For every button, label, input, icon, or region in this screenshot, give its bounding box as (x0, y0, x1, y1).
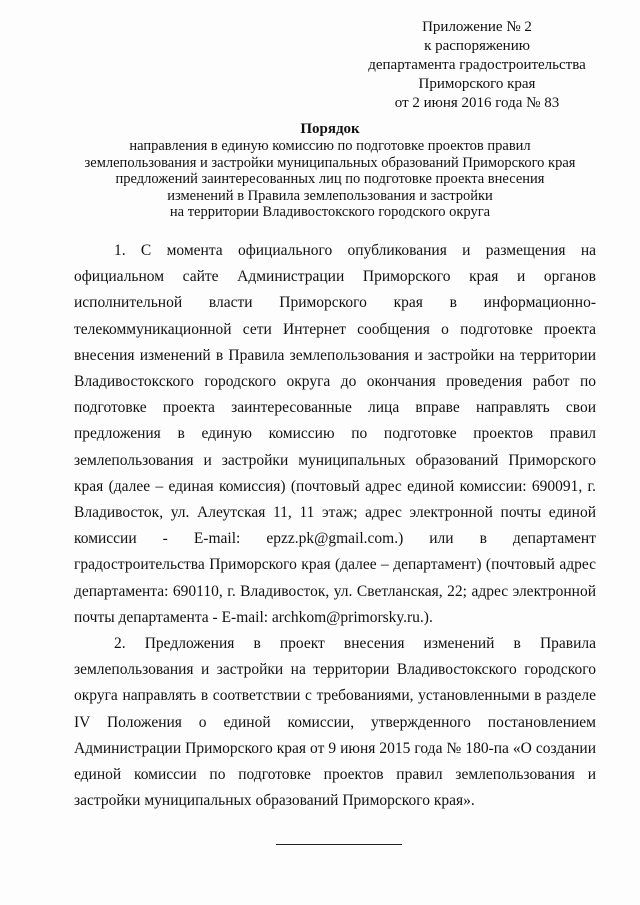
subtitle-line: предложений заинтересованных лиц по подготовке проекта внесения (115, 171, 545, 187)
subtitle-line: изменений в Правила землепользования и застройки (167, 187, 493, 204)
appendix-department: департамента градостроительства (368, 57, 586, 73)
paragraph-1: 1. С момента официального опубликования и размещения на официальном сайте Администрации Приморского края и органов исполнительной власти Приморского края в информационно-телекоммуникационной сети Интернет сообщения о подготовке проекта внесения изменений в Правила землепользования и застройки на территории Владивостокского городского округа до окончания проведения работ по подготовке проекта заинтересованные лица вправе направлять свои предложения в единую комиссию по подготовке проектов правил землепользования и застройки муниципальных образований Приморского края (далее – единая комиссия) (почтовый адрес единой комиссии: 690091, г. Владивосток, ул. Алеутская 11, 11 этаж; адрес электронной почты единой комиссии - E-mail: epzz.pk@gmail.com.) или в департамент градостроительства Приморского края (далее – департамент) (почтовый адрес департамента: 690110, г. Владивосток, ул. Светланская, 22; адрес электронной почты департамента - E-mail: archkom@primorsky.ru.). (74, 242, 596, 626)
subtitle-line: направления в единую комиссию по подготовке проектов правил (129, 138, 531, 154)
appendix-order-ref: к распоряжению (424, 38, 530, 54)
subtitle-line: землепользования и застройки муниципальных образований Приморского края (84, 154, 576, 171)
document-title: Порядок (300, 121, 360, 137)
paragraph-2: 2. Предложения в проект внесения изменений в Правила землепользования и застройки на территории Владивостокского городского округа направлять в соответствии с требованиями, установленными в разделе IV Положения о единой комиссии, утвержденного постановлением Администрации Приморского края от 9 июня 2015 года № 180-па «О создании единой комиссии по подготовке проектов правил землепользования и застройки муниципальных образований Приморского края». (74, 635, 596, 810)
document-body (74, 238, 596, 814)
subtitle-line: на территории Владивостокского городского округа (169, 204, 491, 220)
end-divider (276, 844, 402, 845)
document-subtitle (60, 138, 600, 221)
appendix-date: от 2 июня 2016 года № 83 (394, 95, 560, 111)
appendix-header (352, 18, 602, 113)
appendix-number: Приложение № 2 (422, 19, 532, 35)
appendix-region: Приморского края (418, 76, 536, 92)
